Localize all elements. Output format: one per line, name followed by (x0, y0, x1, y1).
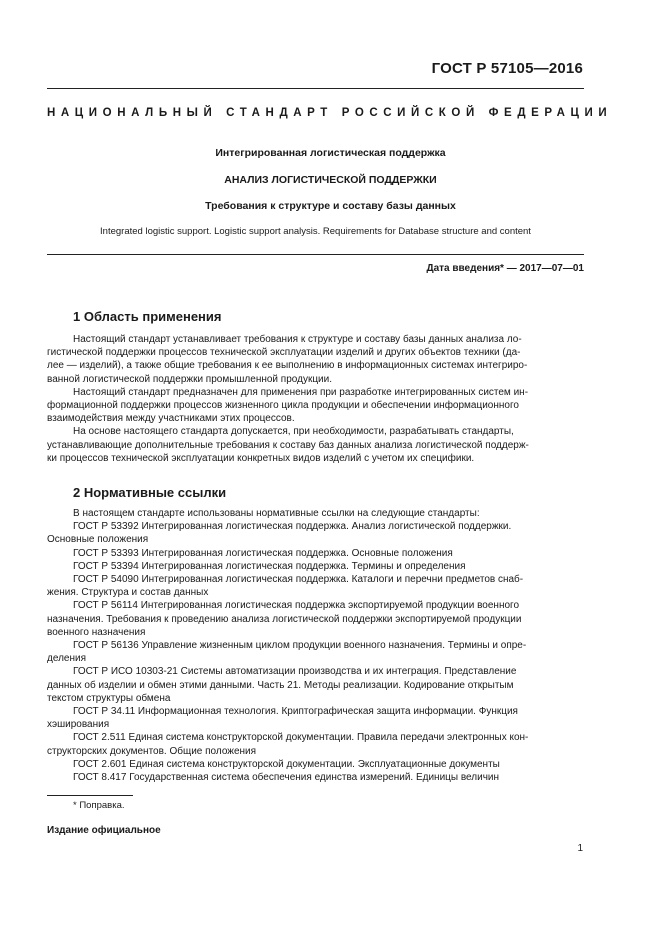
section-2-line: структорских документов. Общие положения (47, 745, 257, 757)
section-2-line: назначения. Требования к проведению анализа логистической поддержки экспортируемой продукции (47, 613, 522, 625)
official-edition-label: Издание официальное (47, 825, 161, 836)
section-1-line: Настоящий стандарт устанавливает требования к структуре и составу базы данных анализа ло- (73, 334, 522, 345)
section-2-line: ГОСТ 2.601 Единая система конструкторской документации. Эксплуатационные документы (73, 758, 500, 770)
section-2-line: ГОСТ Р 53393 Интегрированная логистическая поддержка. Основные положения (73, 547, 453, 559)
page-number: 1 (577, 843, 583, 854)
section-1-heading: 1 Область применения (73, 309, 222, 324)
top-rule (47, 88, 584, 89)
section-1-line: На основе настоящего стандарта допускается, при необходимости, разрабатывать стандарты, (73, 426, 514, 438)
section-2-line: ГОСТ Р 53394 Интегрированная логистическая поддержка. Термины и определения (73, 560, 466, 572)
footnote-rule (47, 795, 133, 796)
section-2-line: ГОСТ Р 56136 Управление жизненным циклом продукции военного назначения. Термины и опре- (73, 640, 527, 652)
section-2-line: текстом структуры обмена (47, 692, 171, 704)
gost-number: ГОСТ Р 57105—2016 (431, 60, 583, 77)
title-line-1: Интегрированная логистическая поддержка (215, 147, 446, 159)
section-1-line: взаимодействия между участниками этих процессов. (47, 413, 295, 425)
section-2-line: ГОСТ Р 56114 Интегрированная логистическая поддержка экспортируемой продукции военного (73, 600, 520, 612)
section-1-line: ванной логистической поддержки промышленной продукции. (47, 373, 332, 385)
section-2-line: хэширования (47, 719, 110, 731)
section-1-line: гистической поддержки процессов технической эксплуатации изделий и других объектов техники (да- (47, 347, 521, 359)
section-2-line: данных об изделии и обмен этими данными. Часть 21. Методы реализации. Кодирование открытым (47, 679, 514, 691)
section-2-line: военного назначения (47, 626, 146, 638)
middle-rule (47, 254, 584, 255)
section-2-line: ГОСТ Р 53392 Интегрированная логистическая поддержка. Анализ логистической поддержки. (73, 521, 512, 533)
introduction-date: Дата введения* — 2017—07—01 (426, 263, 584, 274)
section-2-body (47, 507, 584, 784)
section-2-line: ГОСТ Р 54090 Интегрированная логистическая поддержка. Каталоги и перечни предметов снаб- (73, 574, 524, 586)
section-1-line: устанавливающие дополнительные требования к составу баз данных анализа логистической поддерж- (47, 439, 529, 451)
section-1-line: Настоящий стандарт предназначен для применения при разработке интегрированных систем ин- (73, 386, 529, 398)
section-2-line: ГОСТ 8.417 Государственная система обеспечения единства измерений. Единицы величин (73, 772, 500, 784)
section-2-line: ГОСТ Р 34.11 Информационная технология. Криптографическая защита информации. Функция (73, 706, 518, 718)
title-line-3: Требования к структуре и составу базы данных (205, 200, 456, 212)
english-title: Integrated logistic support. Logistic support analysis. Requirements for Database structure and content (100, 226, 531, 237)
section-1-body (47, 333, 584, 465)
section-1-line: формационной поддержки процессов жизненного цикла продукции и обеспечении информационного (47, 400, 519, 412)
standard-type-heading: НАЦИОНАЛЬНЫЙ СТАНДАРТ РОССИЙСКОЙ ФЕДЕРАЦИИ (47, 107, 613, 119)
footnote: * Поправка. (73, 800, 125, 811)
title-line-2: АНАЛИЗ ЛОГИСТИЧЕСКОЙ ПОДДЕРЖКИ (224, 174, 437, 186)
section-2-line: ГОСТ Р ИСО 10303-21 Системы автоматизации производства и их интеграция. Представление (73, 666, 517, 678)
section-2-line: ГОСТ 2.511 Единая система конструкторской документации. Правила передачи электронных кон- (73, 732, 529, 744)
section-2-heading: 2 Нормативные ссылки (73, 485, 227, 500)
section-2-line: деления (47, 653, 86, 665)
section-2-line: Основные положения (47, 534, 149, 546)
section-2-line: В настоящем стандарте использованы нормативные ссылки на следующие стандарты: (73, 508, 480, 519)
section-2-line: жения. Структура и состав данных (47, 587, 209, 599)
section-1-line: ки процессов технической эксплуатации конкретных видов изделий с учетом их специфики. (47, 452, 475, 464)
section-1-line: лее — изделий), а также общие требования к ее выполнению в информационных системах интегриро- (47, 360, 528, 372)
